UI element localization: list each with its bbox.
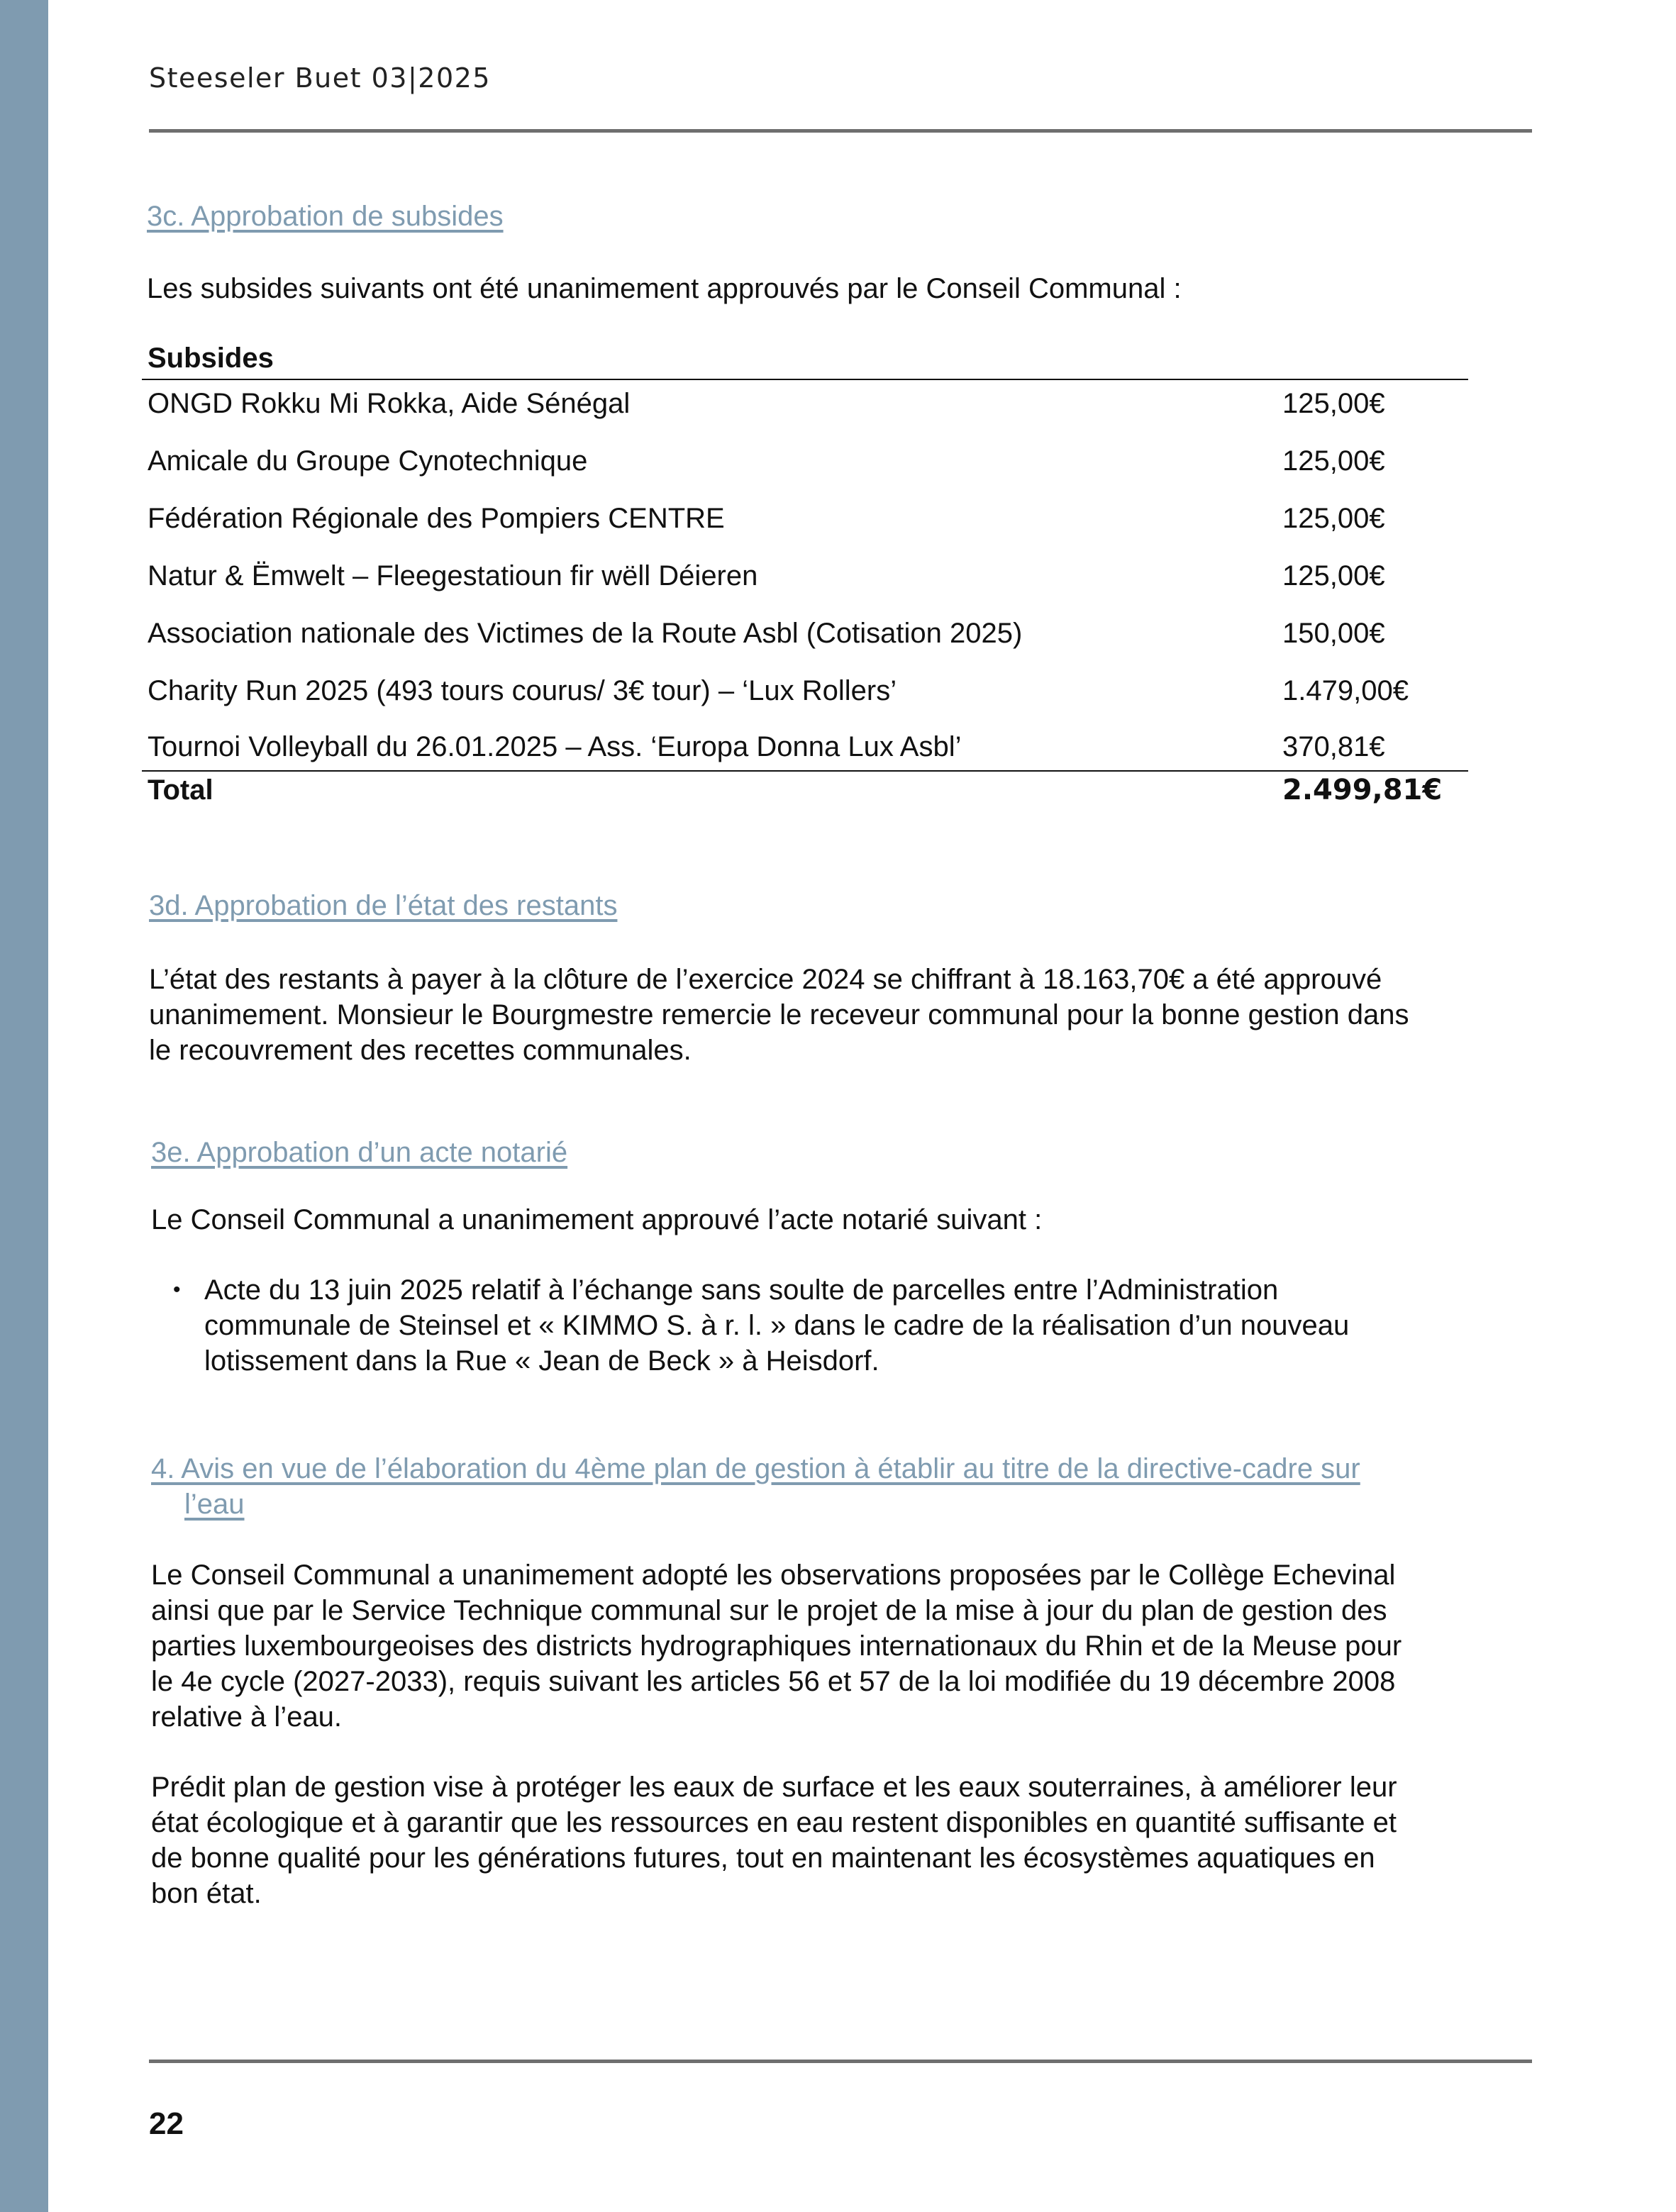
heading-4-line2: l’eau (184, 1489, 245, 1520)
para-line: L’état des restants à payer à la clôture de l’exercice 2024 se chiffrant à 18.163,70€ a été approuvé (149, 964, 1382, 995)
para-line: Prédit plan de gestion vise à protéger les eaux de surface et les eaux souterraines, à améliorer leur (151, 1772, 1397, 1803)
page-number: 22 (149, 2106, 184, 2141)
row-label: ONGD Rokku Mi Rokka, Aide Sénégal (148, 388, 631, 419)
header-rule (149, 129, 1532, 133)
para-line: état écologique et à garantir que les ressources en eau restent disponibles en quantité suffisante et (151, 1807, 1397, 1838)
heading-4 (151, 1451, 1360, 1522)
para-line: le recouvrement des recettes communales. (149, 1035, 692, 1066)
row-amount: 125,00€ (1282, 388, 1385, 419)
heading-3e: 3e. Approbation d’un acte notarié (151, 1137, 568, 1168)
running-header: Steeseler Buet 03|2025 (149, 62, 491, 94)
para-line: ainsi que par le Service Technique communal sur le projet de la mise à jour du plan de gestion des (151, 1595, 1387, 1626)
row-label: Association nationale des Victimes de la Route Asbl (Cotisation 2025) (148, 618, 1023, 649)
para-line: de bonne qualité pour les générations futures, tout en maintenant les écosystèmes aquatiques en (151, 1843, 1375, 1874)
para-4-1 (151, 1557, 1402, 1735)
row-label: Natur & Ëmwelt – Fleegestatioun fir wëll Déieren (148, 560, 758, 591)
row-label: Charity Run 2025 (493 tours courus/ 3€ tour) – ‘Lux Rollers’ (148, 675, 897, 706)
list-item-line: lotissement dans la Rue « Jean de Beck » à Heisdorf. (204, 1345, 879, 1377)
row-amount: 125,00€ (1282, 560, 1385, 591)
list-item-line: • Acte du 13 juin 2025 relatif à l’échange sans soulte de parcelles entre l’Administration (204, 1274, 1279, 1306)
table-row (142, 610, 1468, 667)
side-accent-bar (0, 0, 48, 2212)
para-line: le 4e cycle (2027-2033), requis suivant les articles 56 et 57 de la loi modifiée du 19 décembre 2008 (151, 1666, 1396, 1697)
list-item-line: communale de Steinsel et « KIMMO S. à r. l. » dans le cadre de la réalisation d’un nouveau (204, 1310, 1350, 1341)
heading-3d: 3d. Approbation de l’état des restants (149, 890, 618, 921)
footer-rule (149, 2060, 1532, 2063)
row-amount: 370,81€ (1282, 731, 1385, 762)
heading-3c: 3c. Approbation de subsides (147, 201, 504, 232)
list-item (204, 1272, 1516, 1379)
table-row (142, 438, 1468, 495)
total-amount: 2.499,81€ (1282, 774, 1443, 806)
intro-3c: Les subsides suivants ont été unanimement approuvés par le Conseil Communal : (147, 273, 1182, 304)
row-amount: 1.479,00€ (1282, 675, 1409, 706)
row-label: Tournoi Volleyball du 26.01.2025 – Ass. ‘Europa Donna Lux Asbl’ (148, 731, 962, 762)
para-line: unanimement. Monsieur le Bourgmestre remercie le receveur communal pour la bonne gestion dans (149, 999, 1409, 1030)
para-line: relative à l’eau. (151, 1701, 343, 1733)
table-row (142, 667, 1468, 725)
para-3d (149, 962, 1409, 1068)
table-row (142, 725, 1468, 772)
para-line: parties luxembourgeoises des districts hydrographiques internationaux du Rhin et de la Meuse pour (151, 1630, 1402, 1662)
heading-4-line1: 4. Avis en vue de l’élaboration du 4ème plan de gestion à établir au titre de la directive-cadre sur (151, 1453, 1360, 1484)
row-label: Amicale du Groupe Cynotechnique (148, 445, 588, 477)
notarial-act-list (170, 1272, 1516, 1379)
para-4-2 (151, 1769, 1397, 1911)
row-amount: 150,00€ (1282, 618, 1385, 649)
row-amount: 125,00€ (1282, 445, 1385, 477)
para-line: bon état. (151, 1878, 262, 1909)
intro-3e: Le Conseil Communal a unanimement approuvé l’acte notarié suivant : (151, 1204, 1043, 1235)
table-row (142, 495, 1468, 552)
para-line: Le Conseil Communal a unanimement adopté les observations proposées par le Collège Echevinal (151, 1560, 1396, 1591)
total-label: Total (148, 774, 213, 806)
table-row (142, 552, 1468, 610)
subsides-table (142, 338, 1468, 814)
table-row (142, 380, 1468, 438)
row-amount: 125,00€ (1282, 503, 1385, 534)
table-total-row (142, 772, 1468, 814)
table-title: Subsides (142, 338, 1468, 380)
row-label: Fédération Régionale des Pompiers CENTRE (148, 503, 725, 534)
